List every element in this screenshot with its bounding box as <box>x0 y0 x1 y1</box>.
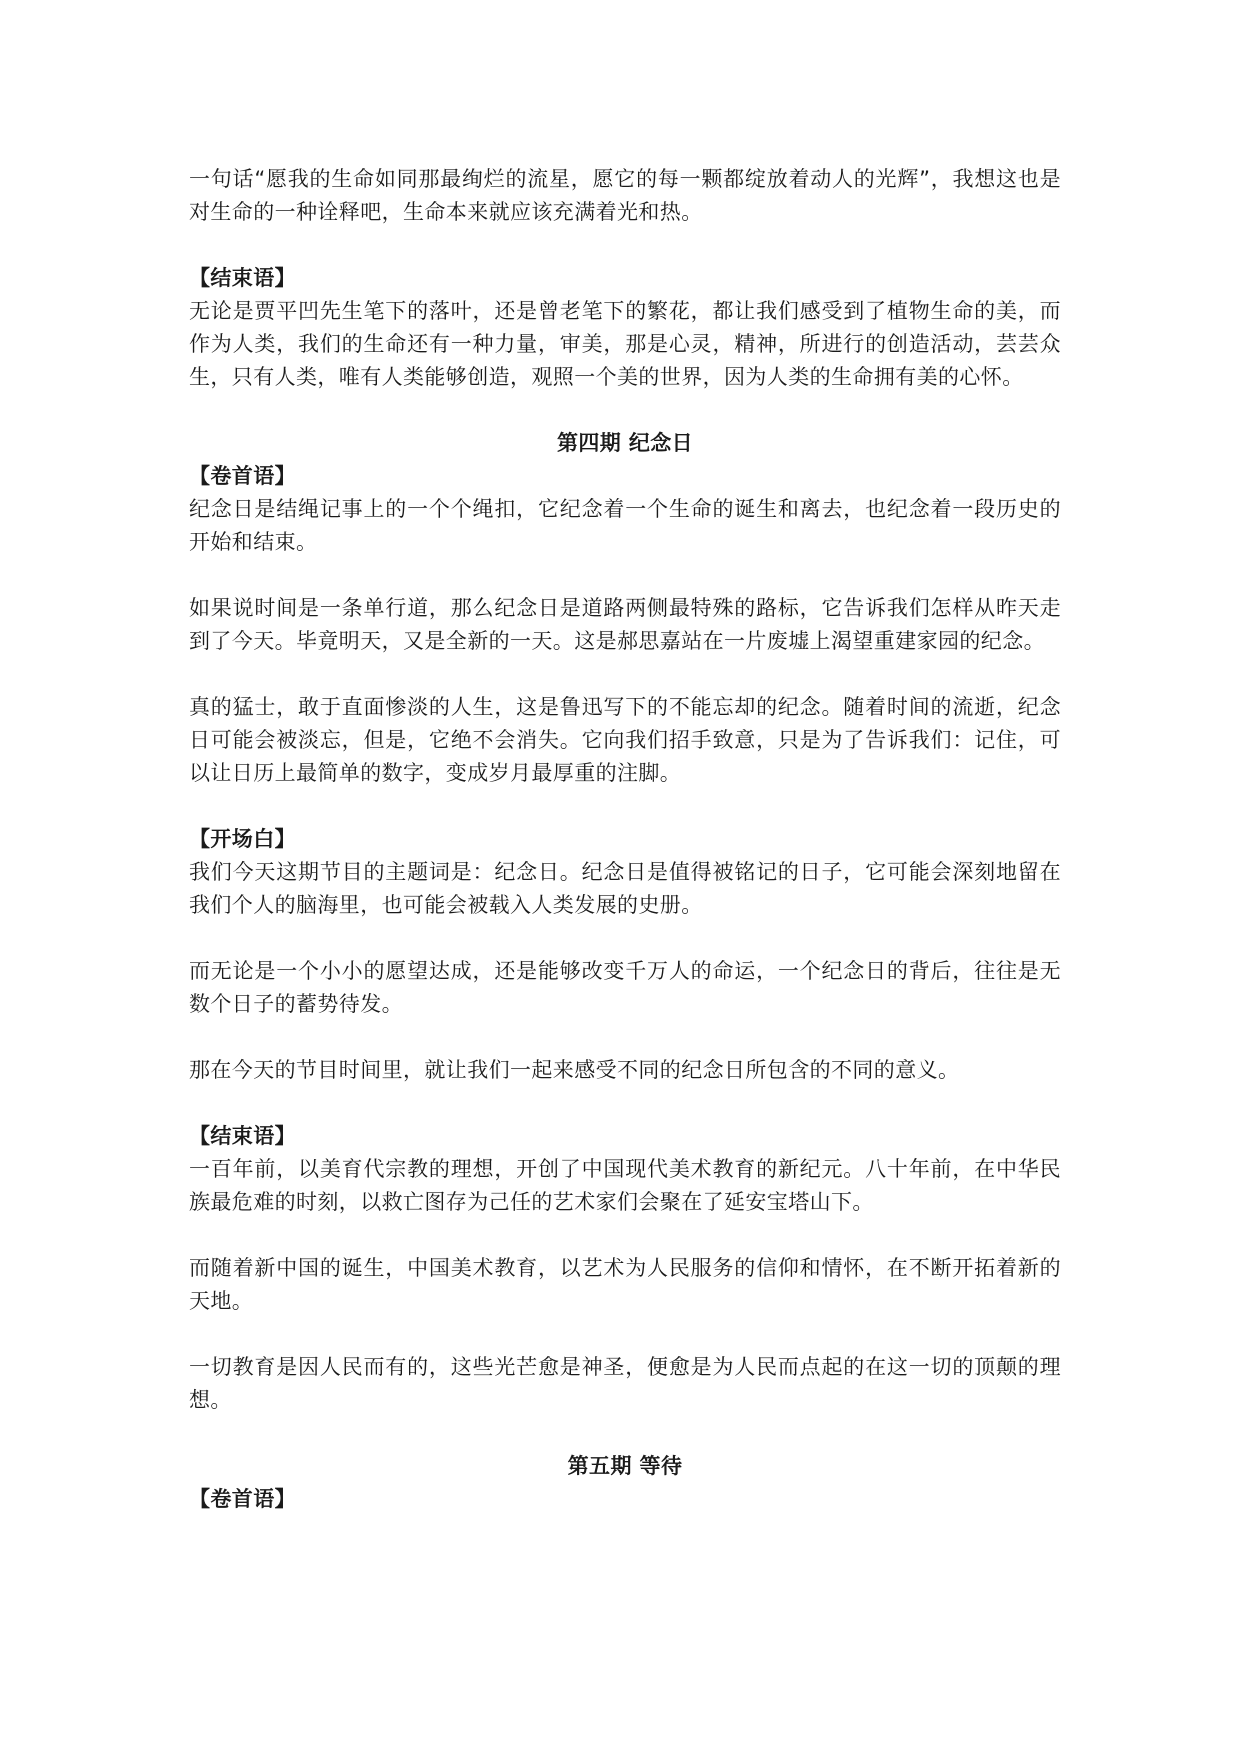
paragraph-gap <box>189 394 1061 427</box>
paragraph-gap <box>189 559 1061 592</box>
paragraph-gap <box>189 790 1061 823</box>
paragraph: 一百年前，以美育代宗教的理想，开创了中国现代美术教育的新纪元。八十年前，在中华民族最危难的时刻，以救亡图存为己任的艺术家们会聚在了延安宝塔山下。 <box>189 1157 1061 1214</box>
paragraph-gap <box>189 1219 1061 1252</box>
paragraph: 纪念日是结绳记事上的一个个绳扣，它纪念着一个生命的诞生和离去，也纪念着一段历史的开始和结束。 <box>189 497 1061 554</box>
paragraph: 真的猛士，敢于直面惨淡的人生，这是鲁迅写下的不能忘却的纪念。随着时间的流逝，纪念日可能会被淡忘，但是，它绝不会消失。它向我们招手致意，只是为了告诉我们：记住，可以让日历上最简单的数字，变成岁月最厚重的注脚。 <box>189 695 1061 785</box>
paragraph-gap <box>189 922 1061 955</box>
preface-heading: 【卷首语】 <box>189 464 296 488</box>
paragraph: 如果说时间是一条单行道，那么纪念日是道路两侧最特殊的路标，它告诉我们怎样从昨天走到了今天。毕竟明天，又是全新的一天。这是郝思嘉站在一片废墟上渴望重建家园的纪念。 <box>189 596 1061 653</box>
paragraph: 一切教育是因人民而有的，这些光芒愈是神圣，便愈是为人民而点起的在这一切的顶颠的理想。 <box>189 1355 1061 1412</box>
opening-heading: 【开场白】 <box>189 827 296 851</box>
paragraph-gap <box>189 1087 1061 1120</box>
paragraph: 而随着新中国的诞生，中国美术教育，以艺术为人民服务的信仰和情怀，在不断开拓着新的天地。 <box>189 1256 1061 1313</box>
issue-title: 第五期 等待 <box>567 1454 683 1478</box>
paragraph: 那在今天的节目时间里，就让我们一起来感受不同的纪念日所包含的不同的意义。 <box>189 1058 960 1082</box>
paragraph-gap <box>189 229 1061 262</box>
paragraph-gap <box>189 658 1061 691</box>
paragraph-gap <box>189 1021 1061 1054</box>
paragraph: 一句话“愿我的生命如同那最绚烂的流星，愿它的每一颗都绽放着动人的光辉”，我想这也是对生命的一种诠释吧，生命本来就应该充满着光和热。 <box>189 167 1061 224</box>
closing-heading: 【结束语】 <box>189 1124 296 1148</box>
paragraph: 我们今天这期节目的主题词是：纪念日。纪念日是值得被铭记的日子，它可能会深刻地留在我们个人的脑海里，也可能会被载入人类发展的史册。 <box>189 860 1061 917</box>
closing-heading: 【结束语】 <box>189 266 296 290</box>
document-body <box>189 163 1061 1516</box>
paragraph-gap <box>189 1318 1061 1351</box>
preface-heading: 【卷首语】 <box>189 1487 296 1511</box>
paragraph: 无论是贾平凹先生笔下的落叶，还是曾老笔下的繁花，都让我们感受到了植物生命的美，而作为人类，我们的生命还有一种力量，审美，那是心灵，精神，所进行的创造活动，芸芸众生，只有人类，唯有人类能够创造，观照一个美的世界，因为人类的生命拥有美的心怀。 <box>189 299 1061 389</box>
paragraph-gap <box>189 1417 1061 1450</box>
paragraph: 而无论是一个小小的愿望达成，还是能够改变千万人的命运，一个纪念日的背后，往往是无数个日子的蓄势待发。 <box>189 959 1061 1016</box>
issue-title: 第四期 纪念日 <box>556 431 694 455</box>
